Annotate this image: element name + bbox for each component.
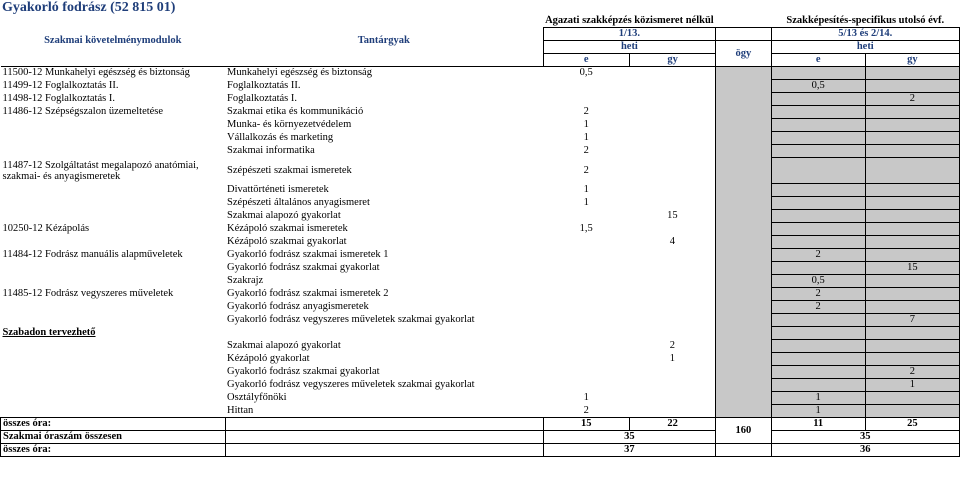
hours-e-1: 1: [583, 119, 589, 130]
hours-gy-2: [865, 158, 959, 184]
hours-e-2: [771, 223, 865, 236]
table-row: [1, 80, 960, 93]
hours-gy-2: [865, 327, 959, 340]
hours-e-2: [771, 210, 865, 223]
subject-name: Kézápoló szakmai gyakorlat: [227, 236, 347, 247]
module-name: 11487-12 Szolgáltatást megalapozó anatómiai, szakmai- és anyagismeretek: [2, 159, 199, 182]
table-row: [1, 106, 960, 119]
hours-e-2: [771, 340, 865, 353]
hours-e-1: [543, 236, 629, 249]
hours-gy-1: [629, 132, 715, 145]
hours-gy-2: [865, 210, 959, 223]
table-row: [1, 93, 960, 106]
hours-e-2: [771, 106, 865, 119]
hours-gy-1: [629, 184, 715, 197]
hours-gy-1: [629, 405, 715, 418]
hours-e-1: 1,5: [579, 223, 593, 234]
hours-e-1: [543, 340, 629, 353]
hours-e-1: [543, 366, 629, 379]
curriculum-table: [0, 15, 960, 457]
hours-e-2: [771, 132, 865, 145]
hours-e-2: 0,5: [771, 275, 865, 288]
hours-gy-2: [865, 106, 959, 119]
hours-gy-1: 4: [669, 236, 675, 247]
module-name: [1, 353, 226, 366]
table-row: [1, 132, 960, 145]
table-row: [1, 236, 960, 249]
module-name: [1, 132, 226, 145]
hours-gy-1: 15: [667, 210, 678, 221]
hours-gy-2: [865, 249, 959, 262]
module-name: [1, 145, 226, 158]
module-name: Szabadon tervezhető: [2, 327, 96, 338]
hours-e-1: [543, 93, 629, 106]
hours-e-1: 2: [583, 145, 589, 156]
hours-gy-1: [629, 106, 715, 119]
hours-gy-1: [629, 314, 715, 327]
hours-gy-2: [865, 288, 959, 301]
hours-gy-1: [629, 223, 715, 236]
table-row: [1, 262, 960, 275]
hours-e-2: [771, 119, 865, 132]
subject-name: Szakmai alapozó gyakorlat: [227, 340, 341, 351]
subject-name: Gyakorló fodrász szakmai ismeretek 2: [227, 288, 389, 299]
total-gy-2: 25: [865, 418, 959, 431]
szakmai-total-2: 35: [771, 431, 959, 444]
hours-gy-2: [865, 145, 959, 158]
hours-e-1: [543, 210, 629, 223]
subject-name: Munkahelyi egészség és biztonság: [227, 67, 372, 79]
subject-name: Kézápoló gyakorlat: [227, 353, 310, 364]
hours-e-1: [543, 249, 629, 262]
hours-gy-1: [629, 119, 715, 132]
hours-e-2: [771, 93, 865, 106]
hours-e-1: [543, 262, 629, 275]
hours-gy-1: [629, 93, 715, 106]
module-name: [1, 379, 226, 392]
hours-e-2: [771, 314, 865, 327]
hours-e-2: [771, 262, 865, 275]
subject-name: Szakrajz: [227, 275, 264, 286]
hours-e-2: 0,5: [771, 80, 865, 93]
module-name: 10250-12 Kézápolás: [2, 223, 90, 234]
hours-gy-1: [629, 327, 715, 340]
module-name: 11498-12 Foglalkoztatás I.: [2, 93, 115, 104]
subject-name: Gyakorló fodrász szakmai ismeretek 1: [227, 249, 389, 260]
hours-gy-2: [865, 197, 959, 210]
hours-e-2: [771, 67, 865, 80]
table-row: [1, 301, 960, 314]
hours-e-2: 2: [771, 288, 865, 301]
hours-e-1: 1: [583, 184, 589, 195]
grand-total-1: 37: [543, 444, 716, 457]
subject-name: Vállalkozás és marketing: [227, 132, 334, 143]
hours-gy-1: [629, 392, 715, 405]
table-row: [1, 314, 960, 327]
subject-name: Szépészeti szakmai ismeretek: [227, 164, 352, 176]
hours-gy-1: [629, 288, 715, 301]
subject-name: Szépészeti általános anyagismeret: [227, 197, 370, 208]
hours-e-1: 0,5: [579, 67, 593, 79]
header-ogy: ögy: [716, 41, 771, 67]
module-name: [1, 210, 226, 223]
hours-gy-1: [629, 67, 715, 80]
hours-e-2: 1: [771, 405, 865, 418]
table-row: [1, 327, 960, 340]
header-modules: Szakmai követelménymodulok: [1, 15, 226, 67]
subject-name: Foglalkoztatás II.: [227, 80, 301, 91]
header-gy-1: gy: [629, 54, 715, 67]
subject-name: Osztályfőnöki: [227, 392, 287, 403]
hours-e-1: 2: [583, 164, 589, 176]
hours-gy-2: [865, 353, 959, 366]
hours-e-2: [771, 145, 865, 158]
hours-e-1: 2: [583, 404, 589, 416]
totals-row: [1, 431, 960, 444]
table-row: [1, 379, 960, 392]
module-name: [1, 197, 226, 210]
hours-gy-2: [865, 223, 959, 236]
hours-e-2: [771, 184, 865, 197]
hours-e-1: 1: [583, 132, 589, 143]
module-name: 11499-12 Foglalkoztatás II.: [2, 80, 119, 91]
hours-gy-1: [629, 301, 715, 314]
hours-e-1: [543, 288, 629, 301]
subject-name: Gyakorló fodrász szakmai gyakorlat: [227, 366, 380, 377]
header-gy-2: gy: [865, 54, 959, 67]
module-name: 11486-12 Szépségszalon üzemeltetése: [2, 106, 164, 117]
subject-name: Divattörténeti ismeretek: [227, 184, 329, 195]
table-row: [1, 184, 960, 197]
hours-gy-2: [865, 392, 959, 405]
module-name: [1, 236, 226, 249]
subject-name: Foglalkoztatás I.: [227, 93, 298, 104]
header-e-1: e: [543, 54, 629, 67]
table-row: [1, 353, 960, 366]
module-name: 11484-12 Fodrász manuális alapműveletek: [2, 249, 183, 260]
hours-e-1: [543, 327, 629, 340]
hours-e-1: 1: [583, 197, 589, 208]
hours-e-2: 2: [771, 301, 865, 314]
header-group-2: Szakképesítés-specifikus utolsó évf.: [786, 15, 945, 26]
module-name: [1, 405, 226, 418]
hours-e-2: [771, 197, 865, 210]
header-grade-2: 5/13 és 2/14.: [771, 28, 959, 41]
subject-name: Munka- és környezetvédelem: [227, 119, 352, 130]
subject-name: Szakmai informatika: [227, 145, 315, 156]
module-name: [1, 301, 226, 314]
module-name: [1, 314, 226, 327]
hours-e-2: [771, 158, 865, 184]
subject-name: Gyakorló fodrász vegyszeres műveletek szakmai gyakorlat: [227, 379, 475, 390]
hours-e-1: [543, 301, 629, 314]
hours-gy-2: [865, 132, 959, 145]
table-row: [1, 288, 960, 301]
hours-e-1: [543, 314, 629, 327]
hours-gy-1: [629, 366, 715, 379]
hours-gy-1: [629, 197, 715, 210]
subject-name: Gyakorló fodrász anyagismeretek: [227, 301, 369, 312]
module-name: [1, 184, 226, 197]
hours-gy-2: 15: [865, 262, 959, 275]
hours-gy-2: [865, 275, 959, 288]
module-name: [1, 340, 226, 353]
page-title: Gyakorló fodrász (52 815 01): [2, 0, 176, 15]
hours-e-1: [543, 275, 629, 288]
hours-e-2: [771, 379, 865, 392]
totals-label: összes óra:: [1, 418, 226, 431]
table-row: [1, 158, 960, 184]
subject-name: Gyakorló fodrász vegyszeres műveletek szakmai gyakorlat: [227, 314, 475, 325]
hours-gy-1: [629, 249, 715, 262]
hours-gy-2: 1: [865, 379, 959, 392]
hours-e-2: [771, 366, 865, 379]
subject-name: Gyakorló fodrász szakmai gyakorlat: [227, 262, 380, 273]
hours-gy-1: [629, 262, 715, 275]
hours-e-1: [543, 379, 629, 392]
module-name: 11485-12 Fodrász vegyszeres műveletek: [2, 288, 174, 299]
hours-gy-1: [629, 379, 715, 392]
szakmai-total-1: 35: [543, 431, 716, 444]
hours-gy-1: 2: [669, 340, 675, 351]
table-row: [1, 392, 960, 405]
total-ogy: 160: [716, 418, 771, 444]
hours-e-1: 1: [583, 392, 589, 403]
module-name: [1, 119, 226, 132]
hours-gy-2: 7: [865, 314, 959, 327]
hours-gy-1: 1: [669, 353, 675, 364]
hours-gy-2: [865, 80, 959, 93]
hours-e-2: [771, 236, 865, 249]
module-name: [1, 262, 226, 275]
totals-label-2: összes óra:: [1, 444, 226, 457]
szakmai-label: Szakmai óraszám összesen: [1, 431, 226, 444]
table-row: [1, 340, 960, 353]
hours-gy-2: [865, 184, 959, 197]
hours-e-2: [771, 327, 865, 340]
hours-e-1: 2: [583, 106, 589, 117]
hours-e-2: 1: [771, 392, 865, 405]
hours-gy-2: [865, 67, 959, 80]
module-name: 11500-12 Munkahelyi egészség és biztonság: [2, 67, 190, 79]
table-row: [1, 67, 960, 80]
table-row: [1, 210, 960, 223]
total-e-2: 11: [771, 418, 865, 431]
module-name: [1, 392, 226, 405]
module-name: [1, 366, 226, 379]
hours-gy-2: [865, 340, 959, 353]
hours-e-1: [543, 353, 629, 366]
header-grade-1: 1/13.: [543, 28, 716, 41]
hours-gy-2: [865, 301, 959, 314]
subject-name: Hittan: [227, 404, 254, 416]
total-e-1: 15: [543, 418, 629, 431]
totals-row: [1, 444, 960, 457]
module-name: [1, 275, 226, 288]
subject-name: Kézápoló szakmai ismeretek: [227, 223, 348, 234]
hours-gy-1: [629, 158, 715, 184]
total-gy-1: 22: [629, 418, 715, 431]
hours-e-2: 2: [771, 249, 865, 262]
hours-e-1: [543, 80, 629, 93]
grand-total-2: 36: [771, 444, 959, 457]
table-row: [1, 119, 960, 132]
table-row: [1, 405, 960, 418]
hours-gy-2: [865, 119, 959, 132]
table-row: [1, 223, 960, 236]
hours-gy-1: [629, 275, 715, 288]
hours-e-2: [771, 353, 865, 366]
table-row: [1, 145, 960, 158]
table-row: [1, 366, 960, 379]
ogy-gray-column: [716, 67, 771, 418]
hours-gy-2: [865, 236, 959, 249]
totals-row: [1, 418, 960, 431]
header-heti-2: heti: [771, 41, 959, 54]
hours-gy-1: [629, 80, 715, 93]
table-row: [1, 249, 960, 262]
hours-gy-2: 2: [865, 366, 959, 379]
header-e-2: e: [771, 54, 865, 67]
hours-gy-2: [865, 405, 959, 418]
header-heti-1: heti: [543, 41, 716, 54]
hours-gy-2: 2: [865, 93, 959, 106]
hours-gy-1: [629, 145, 715, 158]
header-subjects: Tantárgyak: [225, 15, 543, 67]
header-group-1: Ágazati szakképzés közismeret nélkül: [545, 15, 714, 26]
table-row: [1, 197, 960, 210]
subject-name: Szakmai etika és kommunikáció: [227, 106, 364, 117]
subject-name: Szakmai alapozó gyakorlat: [227, 210, 341, 221]
table-row: [1, 275, 960, 288]
subject-name: [225, 327, 543, 340]
